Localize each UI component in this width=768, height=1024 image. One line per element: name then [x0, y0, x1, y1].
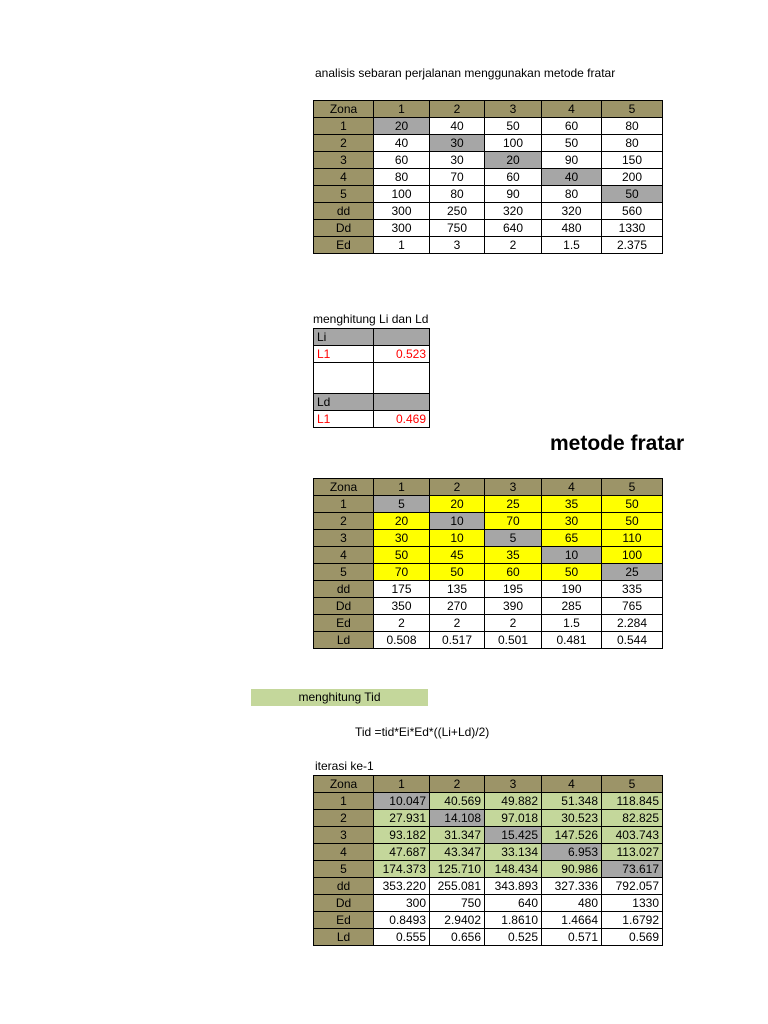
- table-cell: 10: [430, 513, 485, 530]
- row-header: 5: [314, 861, 374, 878]
- table-cell: 2: [374, 615, 430, 632]
- table-cell: 300: [374, 220, 430, 237]
- table-cell: 2: [430, 615, 485, 632]
- table-cell: 2.284: [602, 615, 663, 632]
- table-row: [314, 513, 663, 530]
- table-cell: 27.931: [374, 810, 430, 827]
- table-cell: 10: [430, 530, 485, 547]
- table-cell: 353.220: [374, 878, 430, 895]
- table-cell: 320: [542, 203, 602, 220]
- li-label-empty: [374, 329, 430, 346]
- table-cell: 80: [542, 186, 602, 203]
- row-header: 2: [314, 135, 374, 152]
- table-cell: 100: [374, 186, 430, 203]
- table-cell: 0.656: [430, 929, 485, 946]
- table-cell: 30: [430, 135, 485, 152]
- table-cell: 135: [430, 581, 485, 598]
- row-header: 4: [314, 547, 374, 564]
- table-cell: 80: [430, 186, 485, 203]
- table-cell: 43.347: [430, 844, 485, 861]
- table-cell: 20: [374, 513, 430, 530]
- row-header: Ld: [314, 632, 374, 649]
- table-cell: 82.825: [602, 810, 663, 827]
- table-row: [314, 135, 663, 152]
- row-header: 5: [314, 564, 374, 581]
- iteration-label: iterasi ke-1: [315, 759, 374, 773]
- header-row: [314, 776, 663, 793]
- table-cell: 2: [485, 237, 542, 254]
- table-cell: 175: [374, 581, 430, 598]
- row-header: Ed: [314, 237, 374, 254]
- li-label: Li: [314, 329, 374, 346]
- row-header: 4: [314, 844, 374, 861]
- row-header: Dd: [314, 598, 374, 615]
- table-cell: 250: [430, 203, 485, 220]
- ld-row-label: L1: [314, 411, 374, 428]
- column-header: 1: [374, 479, 430, 496]
- column-header: 2: [430, 776, 485, 793]
- table-cell: 60: [485, 564, 542, 581]
- table-cell: 5: [485, 530, 542, 547]
- row-header: 4: [314, 169, 374, 186]
- table-cell: 50: [602, 186, 663, 203]
- table-row: [314, 186, 663, 203]
- table-cell: 70: [374, 564, 430, 581]
- row-header: 3: [314, 152, 374, 169]
- row-header: 2: [314, 810, 374, 827]
- table-cell: 148.434: [485, 861, 542, 878]
- row-header: Ed: [314, 615, 374, 632]
- row-header: 2: [314, 513, 374, 530]
- li-ld-heading: menghitung Li dan Ld: [313, 312, 429, 326]
- table-row: [314, 895, 663, 912]
- table-row: [314, 844, 663, 861]
- column-header: Zona: [314, 101, 374, 118]
- table-row: [314, 169, 663, 186]
- tid-label: menghitung Tid: [251, 689, 428, 706]
- table-cell: 792.057: [602, 878, 663, 895]
- table-cell: 5: [374, 496, 430, 513]
- table-cell: 480: [542, 895, 602, 912]
- table-cell: 750: [430, 895, 485, 912]
- table-cell: 640: [485, 220, 542, 237]
- table-cell: 480: [542, 220, 602, 237]
- table-cell: 0.571: [542, 929, 602, 946]
- table-cell: 1.5: [542, 615, 602, 632]
- table-row: [314, 861, 663, 878]
- table-cell: 0.544: [602, 632, 663, 649]
- li-ld-table: [313, 328, 430, 428]
- table-row: [314, 581, 663, 598]
- table-cell: 327.336: [542, 878, 602, 895]
- page-title: analisis sebaran perjalanan menggunakan metode fratar: [315, 66, 616, 80]
- table-cell: 35: [542, 496, 602, 513]
- table-cell: 403.743: [602, 827, 663, 844]
- table-cell: 50: [485, 118, 542, 135]
- table-row: [314, 793, 663, 810]
- li-row-label: L1: [314, 346, 374, 363]
- table-cell: 0.8493: [374, 912, 430, 929]
- column-header: 4: [542, 776, 602, 793]
- table-cell: 0.569: [602, 929, 663, 946]
- section-title: metode fratar: [550, 432, 685, 455]
- table-cell: 20: [374, 118, 430, 135]
- table-cell: 25: [485, 496, 542, 513]
- table-cell: 40: [430, 118, 485, 135]
- table-cell: 125.710: [430, 861, 485, 878]
- table-cell: 0.501: [485, 632, 542, 649]
- column-header: 3: [485, 776, 542, 793]
- table-cell: 50: [602, 513, 663, 530]
- table-cell: 343.893: [485, 878, 542, 895]
- table-row: [314, 152, 663, 169]
- table-cell: 97.018: [485, 810, 542, 827]
- table-cell: 70: [485, 513, 542, 530]
- table-cell: 6.953: [542, 844, 602, 861]
- table-cell: 40: [542, 169, 602, 186]
- table-cell: 640: [485, 895, 542, 912]
- table-cell: 50: [602, 496, 663, 513]
- table-cell: 195: [485, 581, 542, 598]
- table-cell: 51.348: [542, 793, 602, 810]
- table-cell: 2: [485, 615, 542, 632]
- table-cell: 47.687: [374, 844, 430, 861]
- column-header: 4: [542, 479, 602, 496]
- table-cell: 35: [485, 547, 542, 564]
- table-row: [314, 912, 663, 929]
- table-cell: 30: [430, 152, 485, 169]
- column-header: 4: [542, 101, 602, 118]
- table-cell: 50: [542, 135, 602, 152]
- table-row: [314, 547, 663, 564]
- row-header: dd: [314, 203, 374, 220]
- table-cell: 100: [485, 135, 542, 152]
- column-header: Zona: [314, 776, 374, 793]
- table-cell: 118.845: [602, 793, 663, 810]
- table-row: [314, 878, 663, 895]
- row-header: 1: [314, 496, 374, 513]
- column-header: 2: [430, 479, 485, 496]
- row-header: Ed: [314, 912, 374, 929]
- table-cell: 10.047: [374, 793, 430, 810]
- table-cell: 300: [374, 895, 430, 912]
- table-cell: 1.5: [542, 237, 602, 254]
- table-cell: 90: [485, 186, 542, 203]
- table-cell: 40: [374, 135, 430, 152]
- table-cell: 1.8610: [485, 912, 542, 929]
- table-cell: 1.4664: [542, 912, 602, 929]
- table-cell: 30.523: [542, 810, 602, 827]
- li-spacer-cell: [314, 363, 374, 394]
- iteration-table: [313, 775, 663, 946]
- table-cell: 45: [430, 547, 485, 564]
- table-cell: 33.134: [485, 844, 542, 861]
- column-header: 3: [485, 479, 542, 496]
- table-cell: 1.6792: [602, 912, 663, 929]
- table-cell: 50: [430, 564, 485, 581]
- table-cell: 150: [602, 152, 663, 169]
- table-cell: 0.555: [374, 929, 430, 946]
- row-header: 5: [314, 186, 374, 203]
- table-cell: 1330: [602, 220, 663, 237]
- table-cell: 147.526: [542, 827, 602, 844]
- fratar-table: [313, 478, 663, 649]
- row-header: Dd: [314, 895, 374, 912]
- table-cell: 110: [602, 530, 663, 547]
- column-header: 1: [374, 101, 430, 118]
- table-cell: 2.9402: [430, 912, 485, 929]
- table-cell: 90.986: [542, 861, 602, 878]
- table-cell: 1: [374, 237, 430, 254]
- table-cell: 10: [542, 547, 602, 564]
- table-cell: 0.517: [430, 632, 485, 649]
- table-cell: 270: [430, 598, 485, 615]
- table-row: [314, 118, 663, 135]
- table-row: [314, 615, 663, 632]
- table-cell: 285: [542, 598, 602, 615]
- column-header: Zona: [314, 479, 374, 496]
- table-row: [314, 929, 663, 946]
- table-cell: 20: [430, 496, 485, 513]
- table-cell: 40.569: [430, 793, 485, 810]
- ld-label: Ld: [314, 394, 374, 411]
- table-cell: 49.882: [485, 793, 542, 810]
- table-cell: 15.425: [485, 827, 542, 844]
- table-cell: 65: [542, 530, 602, 547]
- table-cell: 190: [542, 581, 602, 598]
- table-cell: 93.182: [374, 827, 430, 844]
- table-cell: 14.108: [430, 810, 485, 827]
- table-cell: 30: [542, 513, 602, 530]
- table-cell: 765: [602, 598, 663, 615]
- table-cell: 1330: [602, 895, 663, 912]
- column-header: 5: [602, 101, 663, 118]
- table-row: [314, 220, 663, 237]
- column-header: 5: [602, 479, 663, 496]
- table-cell: 50: [542, 564, 602, 581]
- table-cell: 20: [485, 152, 542, 169]
- table-row: [314, 496, 663, 513]
- table-cell: 113.027: [602, 844, 663, 861]
- table-cell: 80: [374, 169, 430, 186]
- table-row: [314, 564, 663, 581]
- table-cell: 50: [374, 547, 430, 564]
- table-cell: 25: [602, 564, 663, 581]
- column-header: 3: [485, 101, 542, 118]
- table-cell: 31.347: [430, 827, 485, 844]
- row-header: dd: [314, 581, 374, 598]
- table-cell: 60: [542, 118, 602, 135]
- origin-destination-table: [313, 100, 663, 254]
- li-spacer-cell: [374, 363, 430, 394]
- table-cell: 3: [430, 237, 485, 254]
- table-cell: 300: [374, 203, 430, 220]
- li-row-value: 0.523: [374, 346, 430, 363]
- row-header: dd: [314, 878, 374, 895]
- table-row: [314, 598, 663, 615]
- table-cell: 70: [430, 169, 485, 186]
- table-cell: 350: [374, 598, 430, 615]
- table-cell: 2.375: [602, 237, 663, 254]
- table-cell: 174.373: [374, 861, 430, 878]
- table-cell: 560: [602, 203, 663, 220]
- table-row: [314, 530, 663, 547]
- table-row: [314, 827, 663, 844]
- header-row: [314, 479, 663, 496]
- table-row: [314, 203, 663, 220]
- table-cell: 320: [485, 203, 542, 220]
- row-header: 1: [314, 793, 374, 810]
- ld-row-value: 0.469: [374, 411, 430, 428]
- row-header: 3: [314, 827, 374, 844]
- column-header: 2: [430, 101, 485, 118]
- row-header: Ld: [314, 929, 374, 946]
- table-row: [314, 810, 663, 827]
- header-row: [314, 101, 663, 118]
- table-cell: 80: [602, 118, 663, 135]
- table-cell: 335: [602, 581, 663, 598]
- column-header: 1: [374, 776, 430, 793]
- table-row: [314, 237, 663, 254]
- table-row: [314, 632, 663, 649]
- table-cell: 100: [602, 547, 663, 564]
- table-cell: 0.481: [542, 632, 602, 649]
- table-cell: 90: [542, 152, 602, 169]
- column-header: 5: [602, 776, 663, 793]
- table-cell: 0.508: [374, 632, 430, 649]
- table-cell: 30: [374, 530, 430, 547]
- row-header: 3: [314, 530, 374, 547]
- table-cell: 80: [602, 135, 663, 152]
- table-cell: 60: [485, 169, 542, 186]
- row-header: Dd: [314, 220, 374, 237]
- ld-label-empty: [374, 394, 430, 411]
- table-cell: 73.617: [602, 861, 663, 878]
- table-cell: 60: [374, 152, 430, 169]
- table-cell: 390: [485, 598, 542, 615]
- row-header: 1: [314, 118, 374, 135]
- table-cell: 255.081: [430, 878, 485, 895]
- table-cell: 0.525: [485, 929, 542, 946]
- tid-formula: Tid =tid*Ei*Ed*((Li+Ld)/2): [355, 725, 490, 739]
- table-cell: 200: [602, 169, 663, 186]
- table-cell: 750: [430, 220, 485, 237]
